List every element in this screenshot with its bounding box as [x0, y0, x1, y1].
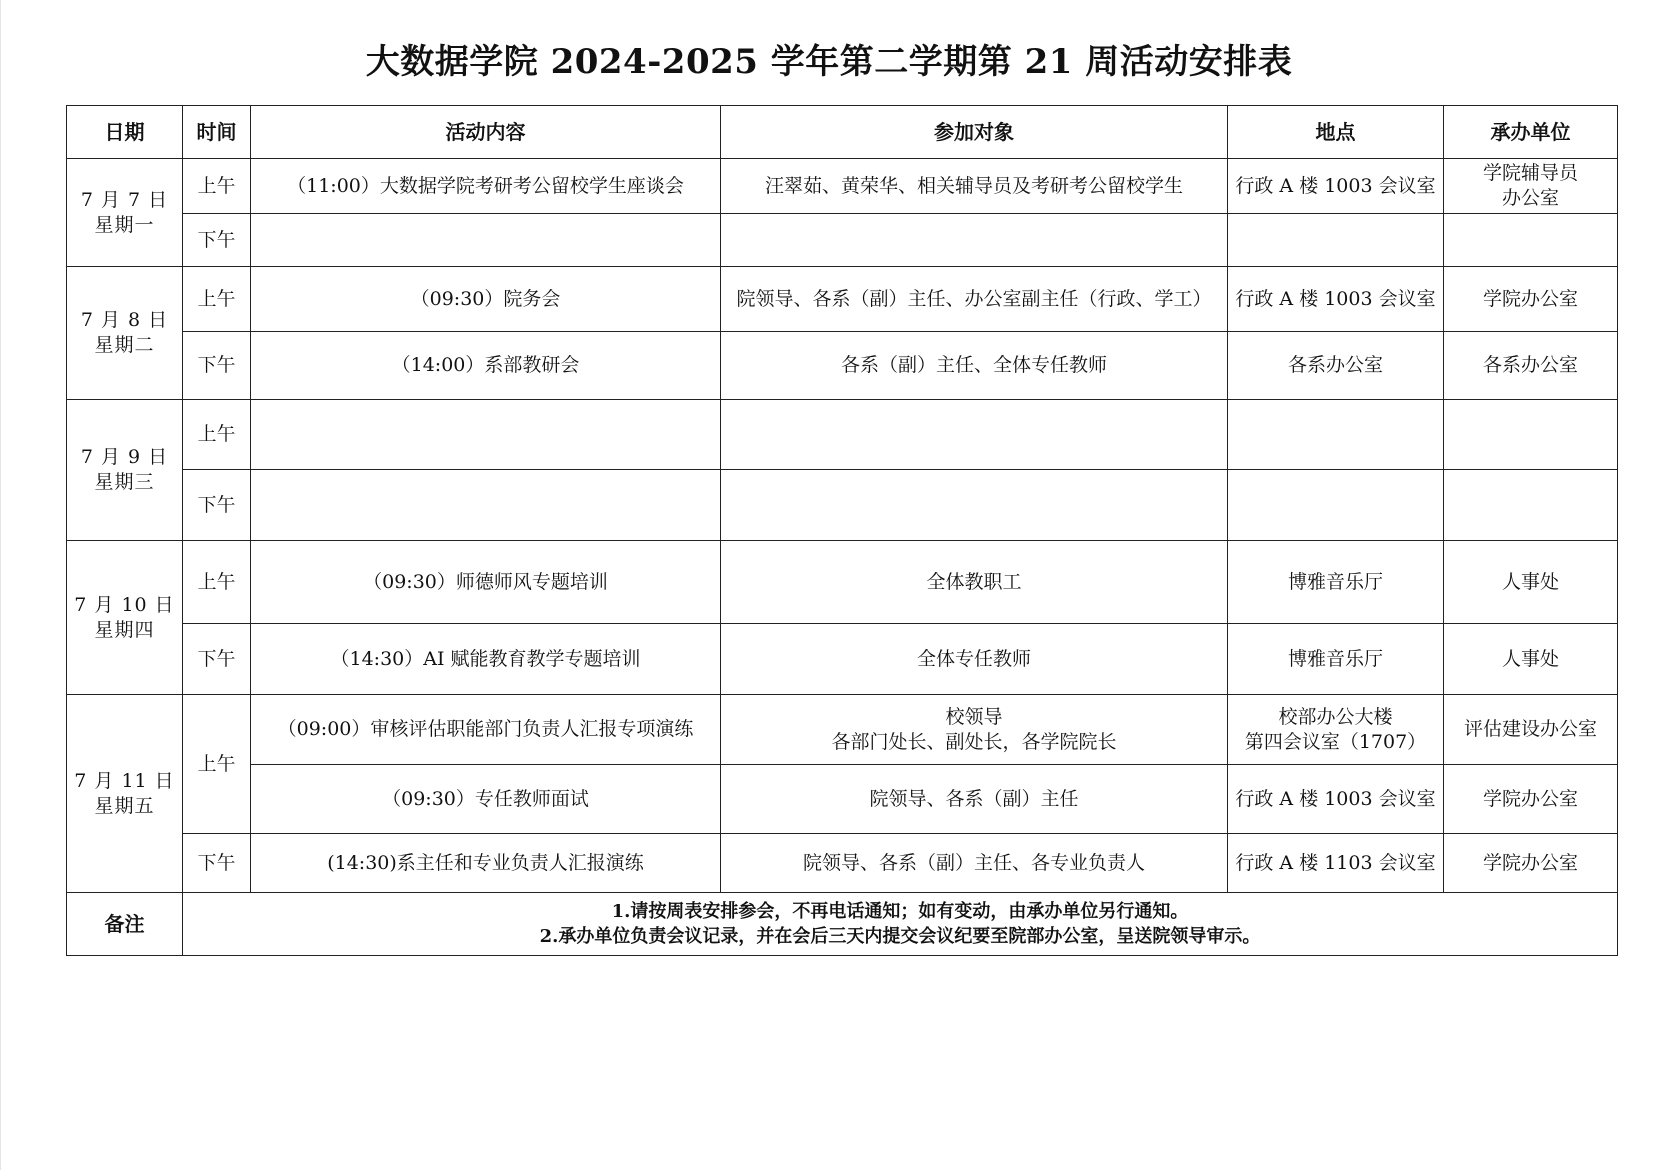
- notes-line-2: 2.承办单位负责会议记录，并在会后三天内提交会议纪要至院部办公室，呈送院领导审示。: [539, 926, 1261, 947]
- activity-cell: [251, 214, 721, 267]
- weekday-text: 星期五: [94, 794, 155, 817]
- location-cell: 行政 A 楼 1003 会议室: [1228, 267, 1444, 332]
- weekday-text: 星期一: [94, 213, 155, 236]
- participants-cell: [721, 695, 1228, 765]
- organizer-cell: [1444, 214, 1618, 267]
- organizer-cell: 各系办公室: [1444, 332, 1618, 400]
- time-cell: 上午: [183, 159, 251, 214]
- date-cell: [67, 541, 183, 695]
- table-row: [67, 159, 1618, 214]
- table-row: [67, 470, 1618, 541]
- date-text: 7 月 10 日: [74, 593, 175, 616]
- time-cell: 下午: [183, 214, 251, 267]
- activity-cell: （14:00）系部教研会: [251, 332, 721, 400]
- table-row: [67, 695, 1618, 765]
- organizer-cell: 人事处: [1444, 541, 1618, 624]
- participants-cell: 院领导、各系（副）主任: [721, 765, 1228, 834]
- page-title: 大数据学院 2024-2025 学年第二学期第 21 周活动安排表: [365, 42, 1293, 82]
- organizer-cell: 学院办公室: [1444, 834, 1618, 893]
- organizer-cell: [1444, 159, 1618, 214]
- organizer-cell: 人事处: [1444, 624, 1618, 695]
- header-time: 时间: [183, 106, 251, 159]
- date-text: 7 月 11 日: [74, 769, 175, 792]
- activity-cell: （09:30）师德师风专题培训: [251, 541, 721, 624]
- organizer-cell: [1444, 470, 1618, 541]
- participants-cell: [721, 214, 1228, 267]
- time-cell: 下午: [183, 470, 251, 541]
- weekday-text: 星期二: [94, 334, 155, 356]
- location-cell: 行政 A 楼 1003 会议室: [1228, 765, 1444, 834]
- header-location: 地点: [1228, 106, 1444, 159]
- weekday-text: 星期三: [94, 471, 155, 493]
- notes-cell: [183, 893, 1618, 956]
- organizer-cell: 学院办公室: [1444, 765, 1618, 834]
- table-row: [67, 541, 1618, 624]
- location-cell: [1228, 400, 1444, 470]
- participants-line: 校领导: [945, 705, 1003, 728]
- header-participants: 参加对象: [721, 106, 1228, 159]
- location-cell: [1228, 695, 1444, 765]
- date-cell: [67, 400, 183, 541]
- participants-cell: 全体专任教师: [721, 624, 1228, 695]
- table-header-row: [67, 106, 1618, 159]
- location-cell: 行政 A 楼 1003 会议室: [1228, 159, 1444, 214]
- table-row: [67, 624, 1618, 695]
- location-cell: 各系办公室: [1228, 332, 1444, 400]
- time-cell: 上午: [183, 267, 251, 332]
- organizer-cell: [1444, 400, 1618, 470]
- date-text: 7 月 8 日: [80, 309, 169, 331]
- participants-cell: 各系（副）主任、全体专任教师: [721, 332, 1228, 400]
- time-cell: 下午: [183, 834, 251, 893]
- time-cell: 下午: [183, 624, 251, 695]
- table-row: [67, 765, 1618, 834]
- table-row: [67, 214, 1618, 267]
- participants-cell: [721, 400, 1228, 470]
- header-activity: 活动内容: [251, 106, 721, 159]
- organizer-cell: 学院办公室: [1444, 267, 1618, 332]
- participants-cell: 汪翠茹、黄荣华、相关辅导员及考研考公留校学生: [721, 159, 1228, 214]
- table-row: [67, 267, 1618, 332]
- participants-cell: 全体教职工: [721, 541, 1228, 624]
- time-cell: 上午: [183, 541, 251, 624]
- schedule-table: [66, 105, 1618, 956]
- time-cell: 下午: [183, 332, 251, 400]
- location-cell: 博雅音乐厅: [1228, 624, 1444, 695]
- activity-cell: [251, 470, 721, 541]
- table-row: [67, 332, 1618, 400]
- participants-cell: [721, 470, 1228, 541]
- participants-cell: 院领导、各系（副）主任、各专业负责人: [721, 834, 1228, 893]
- notes-label: 备注: [67, 893, 183, 956]
- notes-row: [67, 893, 1618, 956]
- location-cell: [1228, 470, 1444, 541]
- activity-cell: （09:30）专任教师面试: [251, 765, 721, 834]
- header-organizer: 承办单位: [1444, 106, 1618, 159]
- date-text: 7 月 7 日: [80, 188, 169, 211]
- date-text: 7 月 9 日: [80, 446, 169, 468]
- date-cell: [67, 695, 183, 893]
- activity-cell: （09:00）审核评估职能部门负责人汇报专项演练: [251, 695, 721, 765]
- location-cell: 行政 A 楼 1103 会议室: [1228, 834, 1444, 893]
- organizer-cell: 评估建设办公室: [1444, 695, 1618, 765]
- participants-line: 各部门处长、副处长，各学院院长: [831, 730, 1117, 753]
- activity-cell: [251, 400, 721, 470]
- activity-cell: （11:00）大数据学院考研考公留校学生座谈会: [251, 159, 721, 214]
- table-row: [67, 834, 1618, 893]
- table-row: [67, 400, 1618, 470]
- location-cell: 博雅音乐厅: [1228, 541, 1444, 624]
- notes-line-1: 1.请按周表安排参会，不再电话通知；如有变动，由承办单位另行通知。: [611, 901, 1189, 922]
- organizer-line: 学院辅导员: [1482, 162, 1578, 184]
- location-line: 校部办公大楼: [1278, 705, 1393, 728]
- participants-cell: 院领导、各系（副）主任、办公室副主任（行政、学工）: [721, 267, 1228, 332]
- activity-cell: （09:30）院务会: [251, 267, 721, 332]
- activity-cell: （14:30）AI 赋能教育教学专题培训: [251, 624, 721, 695]
- activity-cell: (14:30)系主任和专业负责人汇报演练: [251, 834, 721, 893]
- time-cell: 上午: [183, 400, 251, 470]
- header-date: 日期: [67, 106, 183, 159]
- date-cell: [67, 159, 183, 267]
- location-line: 第四会议室（1707）: [1244, 730, 1427, 753]
- weekday-text: 星期四: [94, 618, 155, 641]
- organizer-line: 办公室: [1501, 187, 1559, 209]
- date-cell: [67, 267, 183, 400]
- location-cell: [1228, 214, 1444, 267]
- time-cell: 上午: [183, 695, 251, 834]
